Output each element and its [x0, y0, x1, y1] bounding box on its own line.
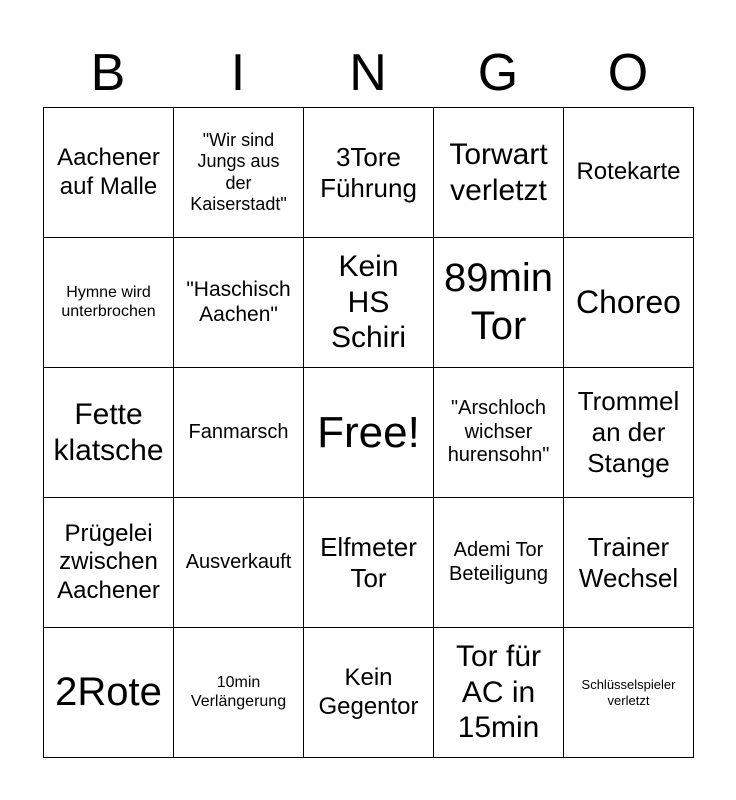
bingo-cell[interactable]: [304, 498, 434, 628]
cell-text: 10min Verlängerung: [190, 673, 287, 710]
bingo-grid: [43, 107, 694, 758]
bingo-cell[interactable]: [44, 108, 174, 238]
bingo-cell[interactable]: [434, 368, 564, 498]
bingo-cell[interactable]: [174, 498, 304, 628]
cell-text: 3Tore Führung: [320, 141, 417, 203]
cell-text: "Wir sind Jungs aus der Kaiserstadt": [190, 130, 287, 214]
header-letter-i: I: [230, 44, 246, 102]
bingo-cell[interactable]: [434, 628, 564, 758]
cell-text: 89min Tor: [444, 256, 553, 348]
header-letter-o: O: [607, 44, 649, 102]
header-letter-b: B: [90, 44, 126, 102]
cell-text: Choreo: [576, 283, 681, 320]
free-space-cell[interactable]: [304, 368, 434, 498]
bingo-cell[interactable]: [434, 108, 564, 238]
bingo-cell[interactable]: [44, 628, 174, 758]
cell-text: Ademi Tor Beteiligung: [449, 538, 548, 585]
bingo-cell[interactable]: [564, 368, 694, 498]
cell-text: Hymne wird unterbrochen: [61, 283, 156, 320]
cell-text: Aachener auf Malle: [57, 144, 160, 200]
cell-text: Trainer Wechsel: [578, 531, 679, 593]
bingo-cell[interactable]: [564, 498, 694, 628]
bingo-cell[interactable]: [174, 368, 304, 498]
free-space-text: Free!: [317, 407, 420, 457]
cell-text: "Haschisch Aachen": [186, 277, 291, 326]
bingo-row: [44, 238, 694, 368]
cell-text: 2Rote: [55, 669, 162, 714]
bingo-cell[interactable]: [44, 368, 174, 498]
bingo-cell[interactable]: [304, 238, 434, 368]
header-letter-g: G: [477, 44, 519, 102]
bingo-cell[interactable]: [564, 628, 694, 758]
bingo-cell[interactable]: [174, 628, 304, 758]
cell-text: Kein HS Schiri: [330, 250, 406, 355]
bingo-row: [44, 368, 694, 498]
bingo-cell[interactable]: [434, 498, 564, 628]
bingo-cell[interactable]: [44, 238, 174, 368]
cell-text: Torwart verletzt: [449, 138, 548, 207]
bingo-cell[interactable]: [564, 238, 694, 368]
header-letter-n: N: [349, 44, 387, 102]
bingo-header: [43, 40, 693, 106]
cell-text: Prügelei zwischen Aachener: [57, 520, 160, 604]
cell-text: Tor für AC in 15min: [455, 640, 542, 745]
cell-text: "Arschloch wichser hurensohn": [447, 397, 550, 467]
bingo-cell[interactable]: [174, 108, 304, 238]
cell-text: Fanmarsch: [188, 420, 289, 443]
bingo-row: [44, 108, 694, 238]
cell-text: Rotekarte: [576, 158, 681, 186]
cell-text: Ausverkauft: [185, 550, 292, 573]
bingo-cell[interactable]: [564, 108, 694, 238]
bingo-cell[interactable]: [304, 628, 434, 758]
bingo-row: [44, 628, 694, 758]
bingo-row: [44, 498, 694, 628]
cell-text: Elfmeter Tor: [320, 531, 417, 593]
bingo-cell[interactable]: [44, 498, 174, 628]
bingo-cell[interactable]: [174, 238, 304, 368]
bingo-cell[interactable]: [304, 108, 434, 238]
cell-text: Fette klatsche: [53, 398, 164, 467]
bingo-cell[interactable]: [434, 238, 564, 368]
cell-text: Kein Gegentor: [318, 664, 419, 720]
cell-text: Schlüsselspieler verletzt: [581, 677, 676, 708]
cell-text: Trommel an der Stange: [577, 386, 680, 478]
